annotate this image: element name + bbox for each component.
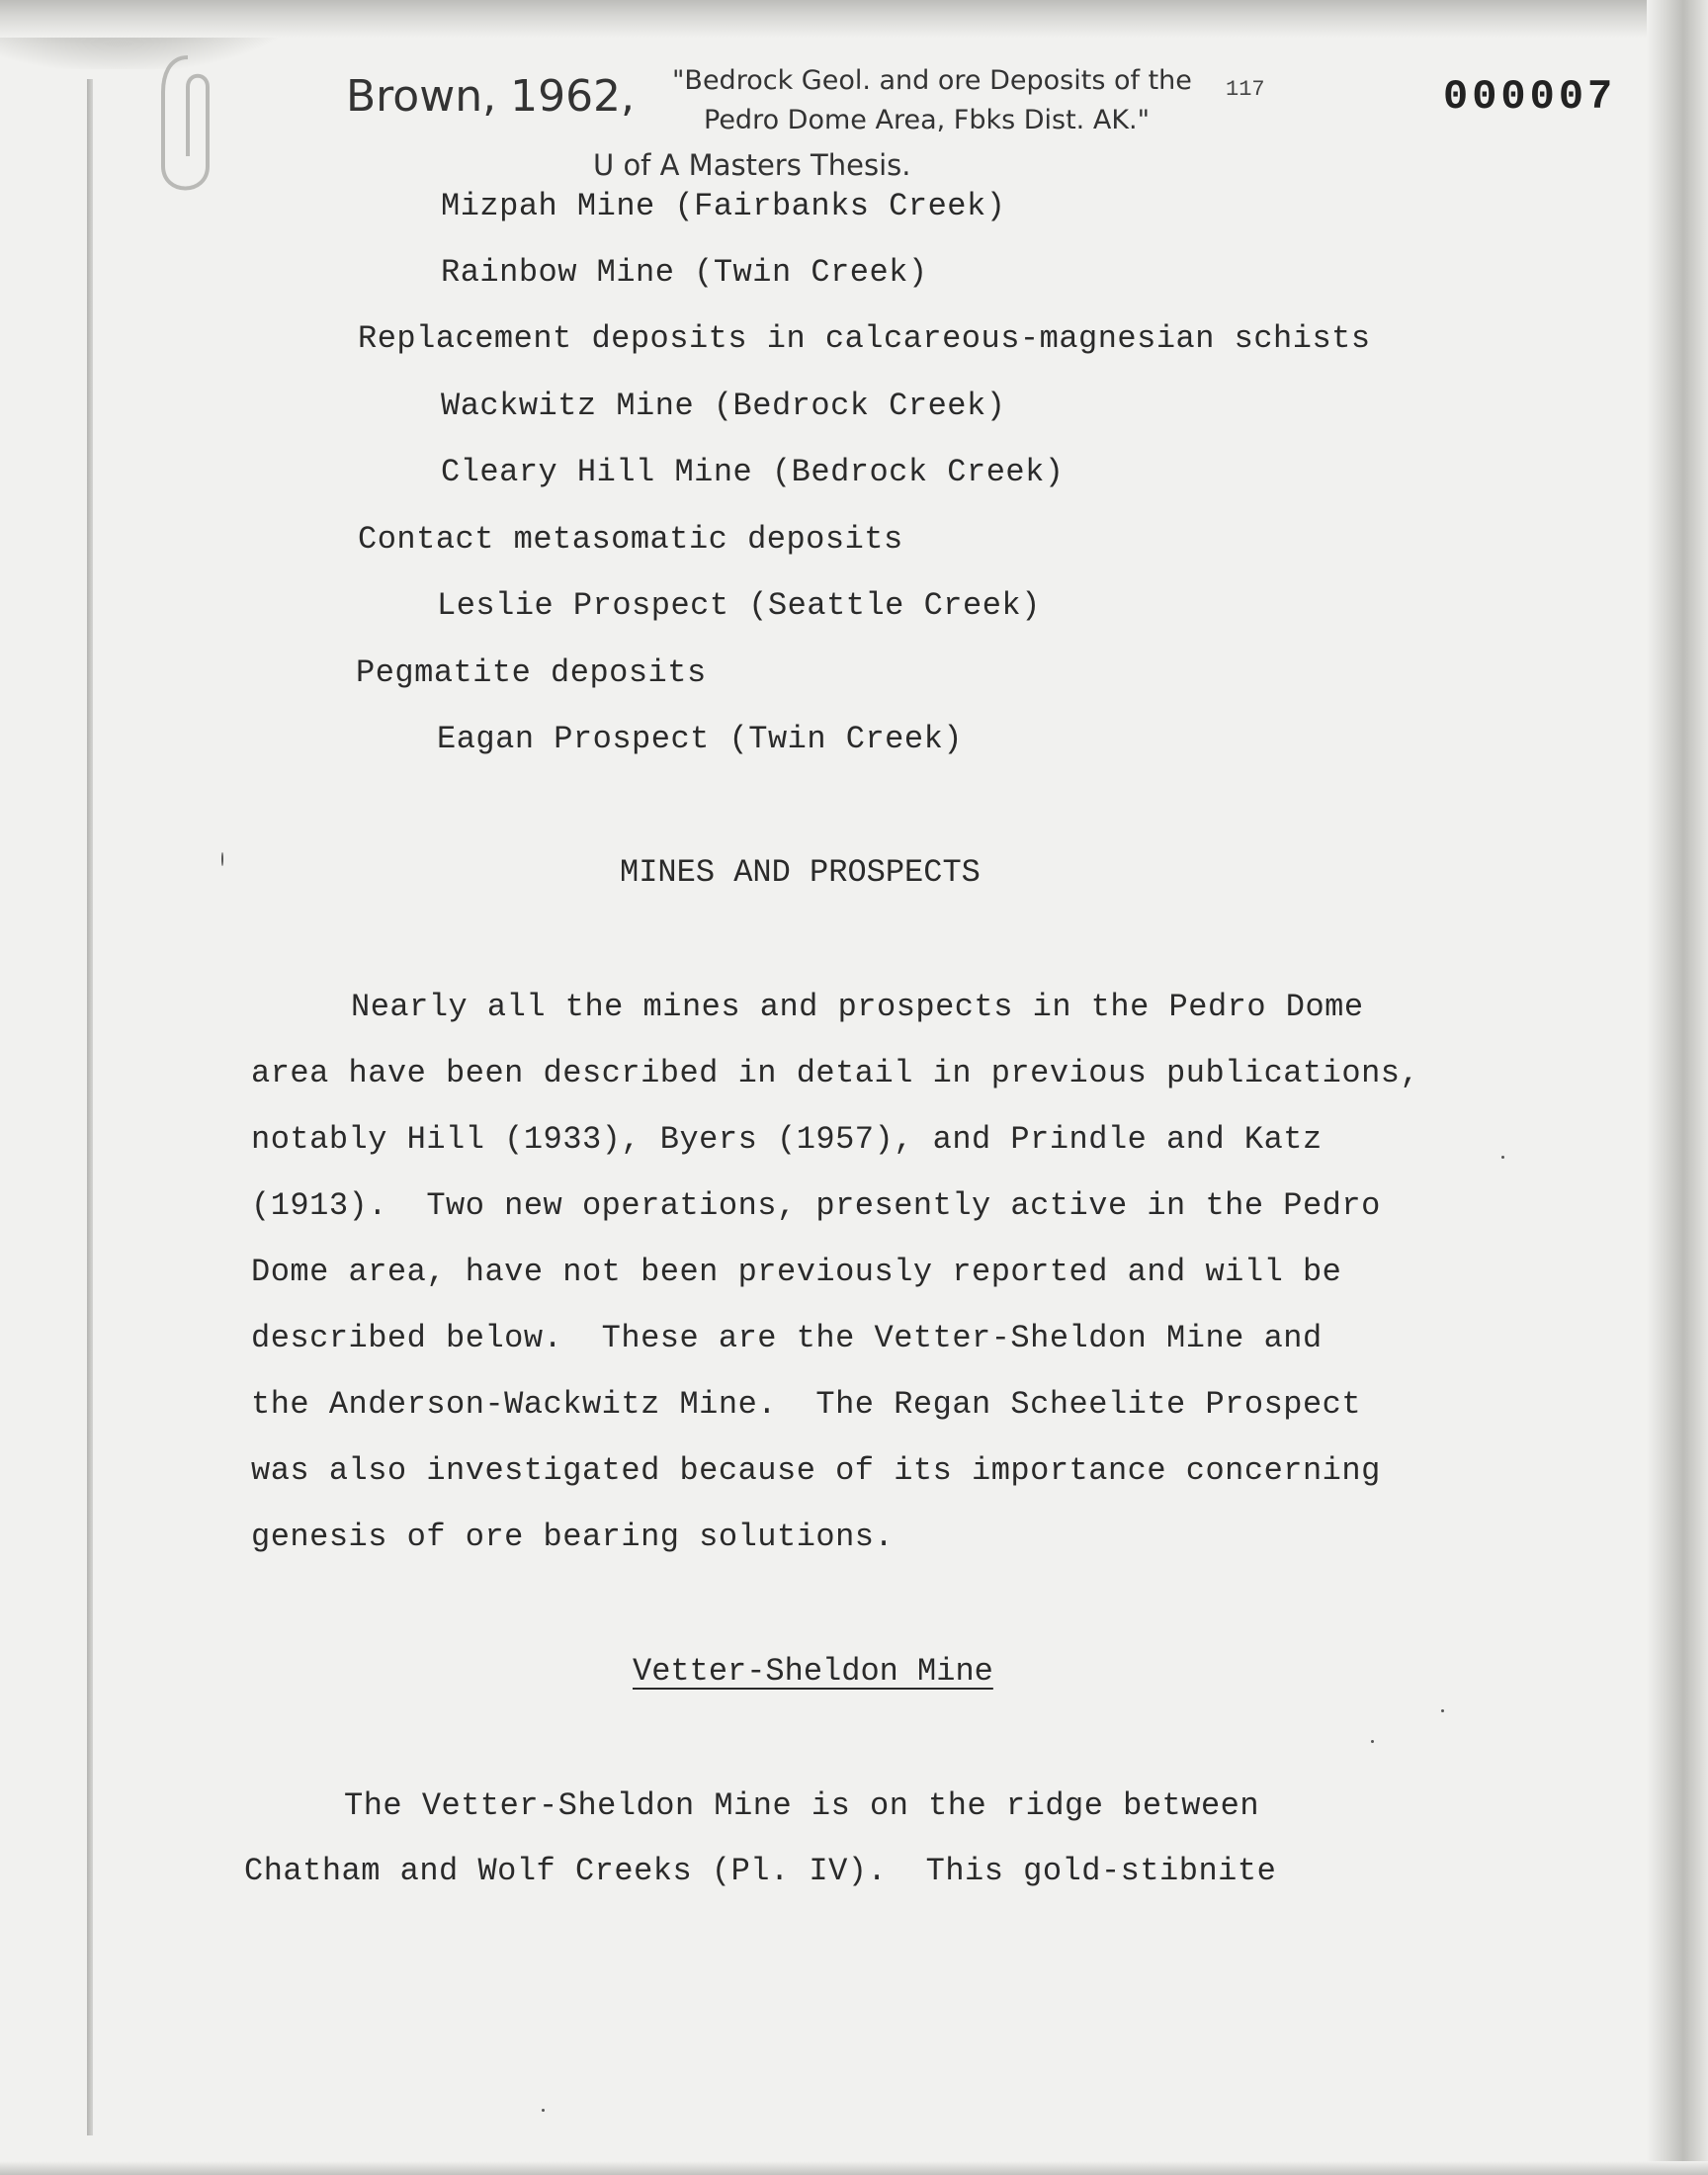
scan-speck — [1441, 1709, 1444, 1712]
paragraph-line: described below. These are the Vetter-Sheldon Mine and — [251, 1320, 1323, 1356]
paragraph-line: notably Hill (1933), Byers (1957), and Prindle and Katz — [251, 1121, 1323, 1158]
paragraph-line: Dome area, have not been previously reported and will be — [251, 1254, 1342, 1290]
scan-speck — [1501, 1156, 1504, 1159]
faded-stamp-ghost — [99, 61, 127, 106]
scan-speck — [1371, 1740, 1374, 1743]
paragraph-line: Chatham and Wolf Creeks (Pl. IV). This gold-stibnite — [244, 1853, 1277, 1889]
paragraph-line: Nearly all the mines and prospects in the Pedro Dome — [351, 989, 1364, 1025]
bottom-scan-edge — [0, 2161, 1708, 2175]
scan-speck — [542, 2109, 545, 2112]
paragraph-line: The Vetter-Sheldon Mine is on the ridge between — [344, 1787, 1260, 1824]
paragraph-line: the Anderson-Wackwitz Mine. The Regan Scheelite Prospect — [251, 1386, 1362, 1423]
paperclip-icon — [148, 47, 257, 206]
paragraph-line: genesis of ore bearing solutions. — [251, 1519, 895, 1555]
subsection-heading: Vetter-Sheldon Mine — [633, 1653, 993, 1690]
list-item: Cleary Hill Mine (Bedrock Creek) — [441, 454, 1065, 490]
list-item: Mizpah Mine (Fairbanks Creek) — [441, 188, 1006, 224]
annotation-title-line-1: "Bedrock Geol. and ore Deposits of the — [672, 65, 1192, 96]
list-category: Replacement deposits in calcareous-magnesian schists — [358, 320, 1371, 357]
top-scan-edge — [0, 0, 1708, 38]
paragraph-line: was also investigated because of its importance concerning — [251, 1452, 1381, 1489]
page-number: 117 — [1226, 77, 1265, 102]
paragraph-line: (1913). Two new operations, presently active in the Pedro — [251, 1187, 1381, 1224]
annotation-title-line-2: Pedro Dome Area, Fbks Dist. AK." — [704, 105, 1151, 135]
list-item: Wackwitz Mine (Bedrock Creek) — [441, 388, 1006, 424]
section-heading: MINES AND PROSPECTS — [620, 854, 981, 891]
list-item: Eagan Prospect (Twin Creek) — [437, 721, 963, 757]
list-item: Rainbow Mine (Twin Creek) — [441, 254, 928, 291]
list-category: Pegmatite deposits — [356, 654, 707, 691]
document-stamp-number: 000007 — [1443, 73, 1617, 121]
left-binding-edge — [87, 79, 93, 2135]
right-scan-edge — [1647, 0, 1708, 2175]
scan-speck — [221, 852, 223, 866]
list-item: Leslie Prospect (Seattle Creek) — [437, 587, 1041, 624]
paragraph-line: area have been described in detail in previous publications, — [251, 1055, 1420, 1091]
list-category: Contact metasomatic deposits — [358, 521, 903, 558]
annotation-author: Brown, 1962, — [346, 71, 636, 122]
annotation-thesis-note: U of A Masters Thesis. — [593, 148, 911, 182]
